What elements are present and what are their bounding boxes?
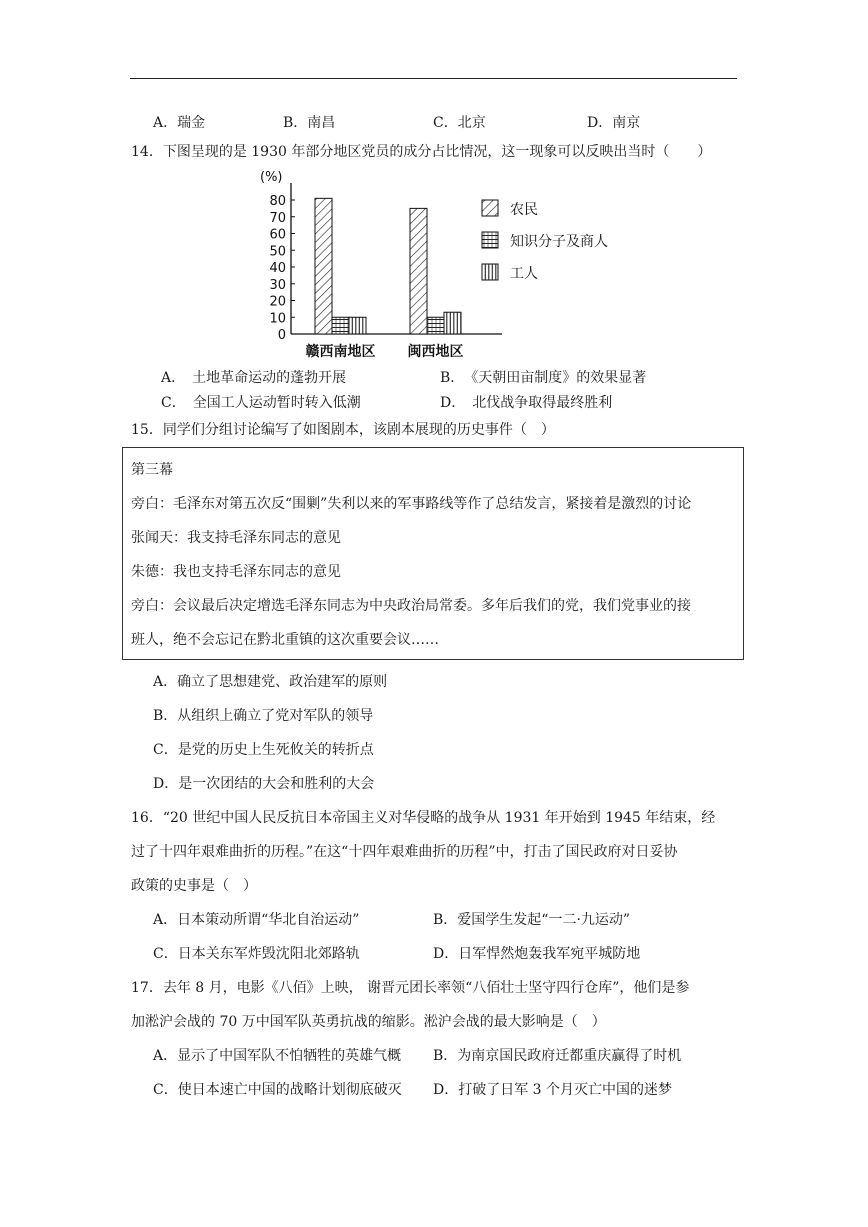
q17-option-b: B．为南京国民政府迁都重庆赢得了时机 (433, 1048, 682, 1064)
bar-1-0 (410, 208, 427, 334)
y-tick-label-0: 0 (277, 328, 286, 343)
y-tick-label-80: 80 (269, 194, 286, 209)
q16-stem-line-2: 过了十四年艰难曲折的历程。”在这“十四年艰难曲折的历程”中，打击了国民政府对日妥协 (131, 844, 678, 860)
q15-option-c: C．是党的历史上生死攸关的转折点 (153, 742, 374, 758)
y-tick-label-50: 50 (269, 244, 286, 260)
q14-option-a: A． 土地革命运动的蓬勃开展 (161, 370, 347, 386)
q14-option-c: C． 全国工人运动暂时转入低潮 (161, 395, 361, 411)
legend-label-0: 农民 (510, 202, 538, 218)
q15-option-b: B．从组织上确立了党对军队的领导 (153, 708, 374, 724)
legend-swatch-2 (482, 264, 498, 280)
q16-option-c: C．日本关东军炸毁沈阳北郊路轨 (153, 946, 360, 962)
q14-option-b: B． 《天朝田亩制度》的效果显著 (440, 370, 647, 386)
q16-stem-line-3: 政策的史事是（ ） (131, 878, 257, 894)
q15-option-d: D．是一次团结的大会和胜利的大会 (153, 776, 375, 792)
q13-option-d: D．南京 (587, 115, 641, 131)
header-rule (130, 78, 737, 79)
q17-stem-line-1: 17．去年 8 月，电影《八佰》上映， 谢晋元团长率领“八佰壮士坚守四行仓库”，他们是参 (131, 980, 690, 996)
legend-label-1: 知识分子及商人 (510, 234, 608, 250)
q17-option-a: A．显示了中国军队不怕牺牲的英雄气概 (153, 1048, 402, 1064)
q16-stem-line-1: 16．“20 世纪中国人民反抗日本帝国主义对华侵略的战争从 1931 年开始到 1945 年结束，经 (131, 810, 716, 826)
q14-bar-chart (250, 163, 650, 363)
bar-1-1 (427, 317, 444, 334)
bar-0-2 (349, 317, 366, 334)
x-category-label-0: 赣西南地区 (305, 344, 376, 360)
q13-option-c: C．北京 (433, 115, 486, 131)
script-line-4: 旁白：会议最后决定增选毛泽东同志为中央政治局常委。多年后我们的党，我们党事业的接 (131, 598, 691, 614)
q13-option-b: B．南昌 (283, 115, 336, 131)
script-line-3: 朱德：我也支持毛泽东同志的意见 (131, 564, 341, 580)
q14-stem: 14．下图呈现的是 1930 年部分地区党员的成分占比情况，这一现象可以反映出当时（ ） (131, 144, 712, 160)
q17-stem-line-2: 加淞沪会战的 70 万中国军队英勇抗战的缩影。淞沪会战的最大影响是（ ） (131, 1014, 606, 1030)
q15-option-a: A．确立了思想建党、政治建军的原则 (153, 674, 388, 690)
q16-option-b: B．爱国学生发起“一二·九运动” (433, 912, 631, 928)
y-tick-label-30: 30 (269, 277, 286, 293)
script-line-1: 旁白：毛泽东对第五次反“围剿”失利以来的军事路线等作了总结发言，紧接着是激烈的讨论 (131, 496, 692, 512)
bar-0-1 (332, 317, 349, 334)
y-tick-label-70: 70 (269, 210, 286, 226)
bar-0-0 (315, 198, 332, 334)
y-tick-label-60: 60 (269, 227, 286, 243)
q15-script-box (122, 447, 744, 660)
q15-stem: 15．同学们分组讨论编写了如图剧本，该剧本展现的历史事件（ ） (131, 422, 555, 438)
y-tick-label-40: 40 (269, 261, 286, 276)
y-axis-label: (%) (260, 170, 283, 185)
bar-1-2 (444, 312, 461, 334)
x-category-label-1: 闽西地区 (407, 344, 464, 360)
legend-label-2: 工人 (510, 266, 538, 282)
y-tick-label-20: 20 (269, 294, 286, 310)
y-tick-label-10: 10 (269, 311, 286, 327)
q13-option-a: A．瑞金 (153, 115, 206, 131)
q14-option-d: D． 北伐战争取得最终胜利 (440, 395, 613, 411)
script-line-5: 班人，绝不会忘记在黔北重镇的这次重要会议…… (131, 632, 439, 648)
q16-option-a: A．日本策动所谓“华北自治运动” (153, 912, 360, 928)
q17-option-c: C．使日本速亡中国的战略计划彻底破灭 (153, 1082, 402, 1098)
legend-swatch-0 (482, 200, 498, 216)
script-act: 第三幕 (131, 462, 173, 478)
q16-option-d: D．日军悍然炮轰我军宛平城防地 (433, 946, 641, 962)
legend-swatch-1 (482, 232, 498, 248)
script-line-2: 张闻天：我支持毛泽东同志的意见 (131, 530, 341, 546)
q17-option-d: D．打破了日军 3 个月灭亡中国的迷梦 (433, 1082, 673, 1098)
